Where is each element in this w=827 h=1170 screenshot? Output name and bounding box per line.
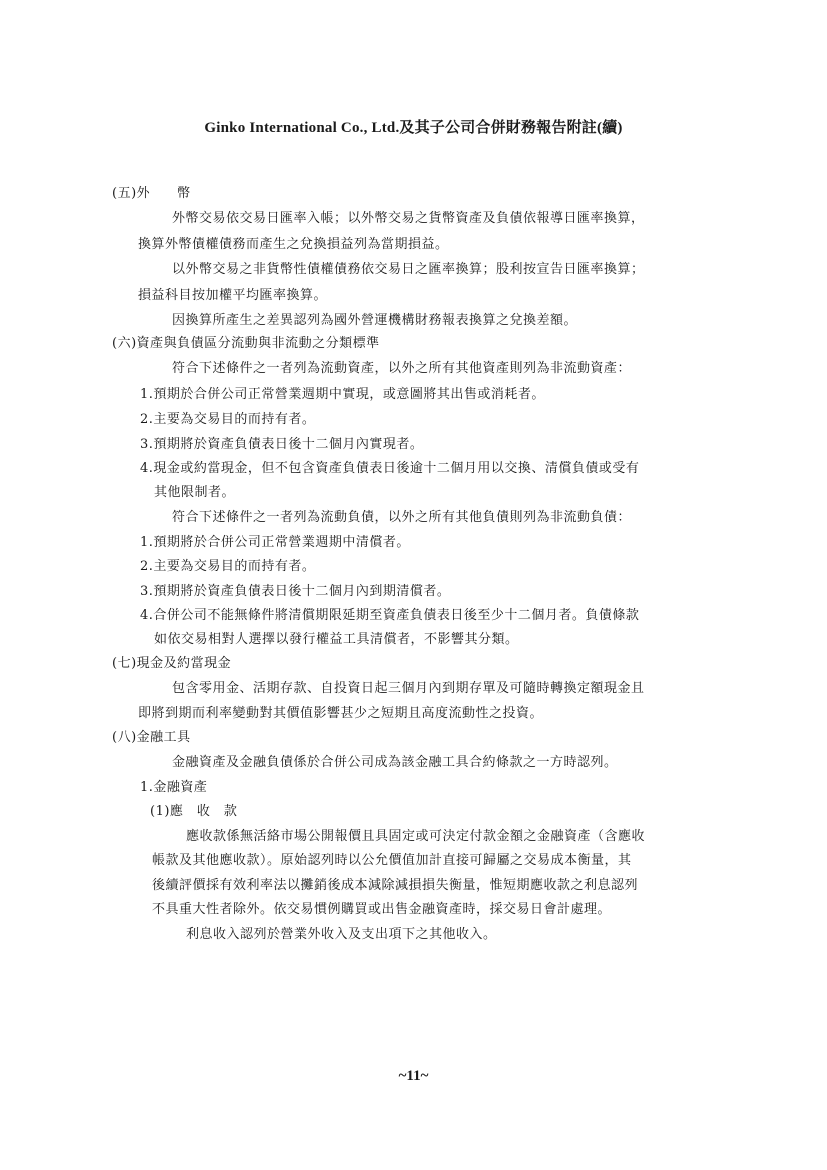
- section-heading-financial-instruments: (八)金融工具: [112, 730, 191, 745]
- paragraph-line: 應收款係無活絡市場公開報價且具固定或可決定付款金額之金融資產（含應收: [186, 829, 646, 844]
- paragraph-line: 利息收入認列於營業外收入及支出項下之其他收入。: [186, 927, 497, 942]
- subsection-heading: 1.金融資產: [140, 780, 208, 795]
- list-item: 1.預期於合併公司正常營業週期中實現，或意圖將其出售或消耗者。: [140, 387, 545, 402]
- paragraph-line: 換算外幣債權債務而產生之兌換損益列為當期損益。: [138, 237, 449, 252]
- paragraph-line: 因換算所產生之差異認列為國外營運機構財務報表換算之兌換差額。: [172, 313, 578, 328]
- paragraph-line: 不具重大性者除外。依交易慣例購買或出售金融資產時，採交易日會計處理。: [152, 902, 612, 917]
- paragraph-line: 以外幣交易之非貨幣性債權債務依交易日之匯率換算；股利按宣告日匯率換算；: [172, 262, 645, 277]
- paragraph-line: 損益科目按加權平均匯率換算。: [138, 288, 328, 303]
- section-heading-classification: (六)資產與負債區分流動與非流動之分類標準: [112, 336, 380, 351]
- paragraph-line: 外幣交易依交易日匯率入帳；以外幣交易之貨幣資產及負債依報導日匯率換算，: [172, 211, 645, 226]
- section-heading-foreign-currency: (五)外 幣: [112, 186, 191, 201]
- paragraph-line: 即將到期而利率變動對其價值影響甚少之短期且高度流動性之投資。: [138, 706, 544, 721]
- section-heading-cash: (七)現金及約當現金: [112, 656, 232, 671]
- page-title: Ginko International Co., Ltd.及其子公司合併財務報告附註(續): [204, 120, 623, 136]
- paragraph-line: 後續評價採有效利率法以攤銷後成本減除減損損失衡量，惟短期應收款之利息認列: [152, 878, 639, 893]
- list-item: 2.主要為交易目的而持有者。: [140, 412, 316, 427]
- list-item: 3.預期將於資產負債表日後十二個月內實現者。: [140, 437, 424, 452]
- list-item: 1.預期將於合併公司正常營業週期中清償者。: [140, 535, 410, 550]
- list-item-continuation: 其他限制者。: [154, 485, 236, 500]
- paragraph-line: 符合下述條件之一者列為流動資產，以外之所有其他資產則列為非流動資產：: [172, 361, 632, 376]
- paragraph-line: 包含零用金、活期存款、自投資日起三個月內到期存單及可隨時轉換定額現金且: [172, 681, 645, 696]
- paragraph-line: 金融資產及金融負債係於合併公司成為該金融工具合約條款之一方時認列。: [172, 755, 618, 770]
- list-item: 4.現金或約當現金，但不包含資產負債表日後逾十二個月用以交換、清償負債或受有: [140, 461, 640, 476]
- list-item-continuation: 如依交易相對人選擇以發行權益工具清償者，不影響其分類。: [154, 632, 519, 647]
- list-item: 3.預期將於資產負債表日後十二個月內到期清償者。: [140, 584, 451, 599]
- paragraph-line: 符合下述條件之一者列為流動負債，以外之所有其他負債則列為非流動負債：: [172, 510, 632, 525]
- list-item: 4.合併公司不能無條件將清償期限延期至資產負債表日後至少十二個月者。負債條款: [140, 608, 640, 623]
- page-number: ~11~: [398, 1068, 429, 1084]
- list-item: 2.主要為交易目的而持有者。: [140, 559, 316, 574]
- paragraph-line: 帳款及其他應收款）。原始認列時以公允價值加計直接可歸屬之交易成本衡量，其: [152, 853, 632, 868]
- subsection-heading: (1)應 收 款: [150, 804, 238, 819]
